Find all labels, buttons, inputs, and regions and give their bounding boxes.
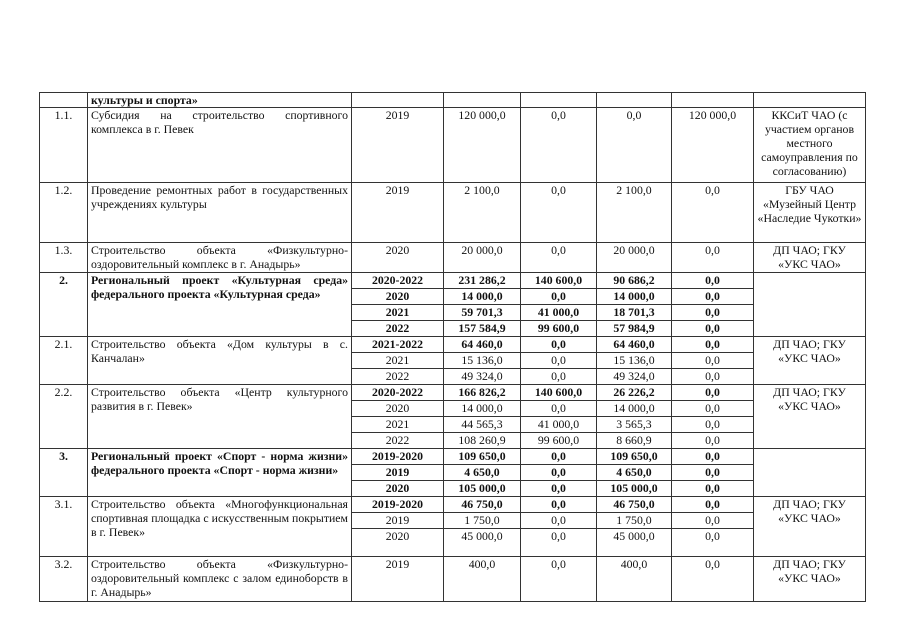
cell-value: 46 750,0 xyxy=(613,497,655,511)
empty-cell xyxy=(754,93,866,108)
cell-value: 64 460,0 xyxy=(613,337,655,351)
col-okr xyxy=(597,497,672,557)
empty-cell xyxy=(444,93,521,108)
cell-value: 0,0 xyxy=(672,512,753,528)
empty-cell xyxy=(352,93,444,108)
col-okr xyxy=(597,385,672,449)
cell-value: 45 000,0 xyxy=(444,528,520,544)
row-number: 2.2. xyxy=(40,385,88,449)
cell-value: 4 650,0 xyxy=(597,464,671,480)
cell-value: 1 750,0 xyxy=(444,512,520,528)
cell-value: 0,0 xyxy=(672,352,753,368)
cell-value: 0,0 xyxy=(672,528,753,544)
col-fed xyxy=(521,385,597,449)
cell-value: 14 000,0 xyxy=(597,288,671,304)
cell-value: 166 826,2 xyxy=(458,385,506,399)
cell-value: 18 701,3 xyxy=(597,304,671,320)
cell-value: 0,0 xyxy=(705,497,720,511)
program-table xyxy=(39,92,866,602)
cell-value: 0,0 xyxy=(705,337,720,351)
col-mb xyxy=(672,385,754,449)
cell-value: 2022 xyxy=(352,432,443,448)
empty-cell xyxy=(597,93,672,108)
cell-value: 57 984,9 xyxy=(597,320,671,336)
cell-value: 15 136,0 xyxy=(597,352,671,368)
col-years xyxy=(352,557,444,602)
cell-value: 0,0 xyxy=(705,557,720,571)
col-total xyxy=(444,557,521,602)
cell-value: 108 260,9 xyxy=(444,432,520,448)
col-mb xyxy=(672,243,754,273)
cell-value: 0,0 xyxy=(672,464,753,480)
cell-value: 44 565,3 xyxy=(444,416,520,432)
cell-value: 41 000,0 xyxy=(521,416,596,432)
cell-value: 2 100,0 xyxy=(464,183,500,197)
cell-value: 2020 xyxy=(352,400,443,416)
cell-value: 2022 xyxy=(352,368,443,384)
col-total xyxy=(444,273,521,337)
col-okr xyxy=(597,183,672,243)
cell-value: 14 000,0 xyxy=(444,400,520,416)
col-years xyxy=(352,108,444,183)
cell-value: 120 000,0 xyxy=(458,108,506,122)
col-mb xyxy=(672,449,754,497)
cell-value: 90 686,2 xyxy=(613,273,655,287)
col-fed xyxy=(521,337,597,385)
empty-cell xyxy=(672,93,754,108)
col-years xyxy=(352,497,444,557)
cell-value: 45 000,0 xyxy=(597,528,671,544)
col-years xyxy=(352,449,444,497)
cell-value: 0,0 xyxy=(551,243,566,257)
cell-value: 59 701,3 xyxy=(444,304,520,320)
cell-value: 0,0 xyxy=(672,304,753,320)
col-okr xyxy=(597,337,672,385)
cell-value: 0,0 xyxy=(521,464,596,480)
row-name: Строительство объекта «Физкультурно-оздоровительный комплекс с залом единоборств в г. Анадырь» xyxy=(88,557,352,602)
cell-value: 2021-2022 xyxy=(371,337,424,351)
row-name: Региональный проект «Культурная среда» федерального проекта «Культурная среда» xyxy=(88,273,352,337)
cell-value: 0,0 xyxy=(521,480,596,496)
cell-value: 0,0 xyxy=(551,183,566,197)
col-total xyxy=(444,337,521,385)
cell-value: 3 565,3 xyxy=(597,416,671,432)
table-row xyxy=(40,93,866,108)
row-name: Строительство объекта «Физкультурно-оздоровительный комплекс в г. Анадырь» xyxy=(88,243,352,273)
cell-value: 2021 xyxy=(352,352,443,368)
col-years xyxy=(352,385,444,449)
cell-value: 140 600,0 xyxy=(534,273,583,287)
responsible: ДП ЧАО; ГКУ «УКС ЧАО» xyxy=(754,497,866,557)
cell-value: 400,0 xyxy=(468,557,496,571)
col-fed xyxy=(521,273,597,337)
cell-value: 0,0 xyxy=(705,183,720,197)
table-row xyxy=(40,243,866,273)
cell-value: 15 136,0 xyxy=(444,352,520,368)
cell-value: 20 000,0 xyxy=(461,243,503,257)
table-row xyxy=(40,337,866,385)
cell-value: 0,0 xyxy=(672,480,753,496)
col-years xyxy=(352,183,444,243)
cell-value: 8 660,9 xyxy=(597,432,671,448)
cell-value: 14 000,0 xyxy=(597,400,671,416)
cell-value: 14 000,0 xyxy=(444,288,520,304)
cell-value: 0,0 xyxy=(521,528,596,544)
col-fed xyxy=(521,557,597,602)
cell-value: 2020-2022 xyxy=(371,385,424,399)
cell-value: 2019 xyxy=(385,557,410,571)
row-name: Строительство объекта «Многофункциональная спортивная площадка с искусственным покрытием в г. Певек» xyxy=(88,497,352,557)
cell-value: 0,0 xyxy=(521,288,596,304)
table-row xyxy=(40,273,866,337)
col-okr xyxy=(597,557,672,602)
col-fed xyxy=(521,183,597,243)
cell-value: 4 650,0 xyxy=(444,464,520,480)
responsible: ДП ЧАО; ГКУ «УКС ЧАО» xyxy=(754,385,866,449)
cell-value: 2019 xyxy=(352,464,443,480)
cell-value: 0,0 xyxy=(551,557,566,571)
table-row xyxy=(40,183,866,243)
row-number: 1.3. xyxy=(40,243,88,273)
cell-value: 0,0 xyxy=(705,449,720,463)
empty-cell xyxy=(521,93,597,108)
cell-value: 0,0 xyxy=(672,320,753,336)
cell-value: 2019-2020 xyxy=(371,449,424,463)
col-years xyxy=(352,243,444,273)
cell-value: 1 750,0 xyxy=(597,512,671,528)
cell-value: 140 600,0 xyxy=(534,385,583,399)
col-years xyxy=(352,273,444,337)
cell-value: 109 650,0 xyxy=(610,449,658,463)
col-years xyxy=(352,337,444,385)
cell-value: 64 460,0 xyxy=(461,337,503,351)
row-name: культуры и спорта» xyxy=(88,93,352,108)
cell-value: 0,0 xyxy=(705,243,720,257)
cell-value: 2019 xyxy=(385,108,410,122)
row-name: Строительство объекта «Дом культуры в с. Канчалан» xyxy=(88,337,352,385)
row-name: Региональный проект «Спорт - норма жизни» федерального проекта «Спорт - норма жизни» xyxy=(88,449,352,497)
cell-value: 49 324,0 xyxy=(444,368,520,384)
col-total xyxy=(444,449,521,497)
col-okr xyxy=(597,273,672,337)
cell-value: 2021 xyxy=(352,416,443,432)
row-name: Строительство объекта «Центр культурного развития в г. Певек» xyxy=(88,385,352,449)
cell-value: 0,0 xyxy=(672,400,753,416)
responsible: ККСиТ ЧАО (с участием органов местного самоуправления по согласованию) xyxy=(754,108,866,183)
cell-value: 0,0 xyxy=(521,368,596,384)
cell-value: 400,0 xyxy=(620,557,648,571)
table-row xyxy=(40,557,866,602)
cell-value: 41 000,0 xyxy=(521,304,596,320)
col-okr xyxy=(597,449,672,497)
col-fed xyxy=(521,449,597,497)
responsible: ДП ЧАО; ГКУ «УКС ЧАО» xyxy=(754,243,866,273)
cell-value: 2021 xyxy=(352,304,443,320)
cell-value: 2020 xyxy=(352,288,443,304)
cell-value: 157 584,9 xyxy=(444,320,520,336)
cell-value: 0,0 xyxy=(521,400,596,416)
row-number: 3. xyxy=(40,449,88,497)
responsible: ГБУ ЧАО «Музейный Центр «Наследие Чукотки» xyxy=(754,183,866,243)
col-mb xyxy=(672,337,754,385)
cell-value: 0,0 xyxy=(551,449,566,463)
cell-value: 2019 xyxy=(352,512,443,528)
cell-value: 0,0 xyxy=(626,108,642,122)
cell-value: 0,0 xyxy=(521,352,596,368)
col-total xyxy=(444,243,521,273)
cell-value: 2020 xyxy=(385,243,410,257)
col-total xyxy=(444,108,521,183)
responsible: ДП ЧАО; ГКУ «УКС ЧАО» xyxy=(754,337,866,385)
row-number: 3.1. xyxy=(40,497,88,557)
row-name: Проведение ремонтных работ в государственных учреждениях культуры xyxy=(88,183,352,243)
cell-value: 49 324,0 xyxy=(597,368,671,384)
col-mb xyxy=(672,497,754,557)
cell-value: 99 600,0 xyxy=(521,432,596,448)
row-number: 1.1. xyxy=(40,108,88,183)
col-fed xyxy=(521,108,597,183)
cell-value: 46 750,0 xyxy=(461,497,503,511)
cell-value: 0,0 xyxy=(521,512,596,528)
cell-value: 2020 xyxy=(352,528,443,544)
row-number: 3.2. xyxy=(40,557,88,602)
cell-value: 0,0 xyxy=(672,432,753,448)
cell-value: 0,0 xyxy=(551,108,566,122)
col-fed xyxy=(521,243,597,273)
responsible xyxy=(754,273,866,337)
col-fed xyxy=(521,497,597,557)
cell-value: 99 600,0 xyxy=(521,320,596,336)
cell-value: 0,0 xyxy=(705,385,720,399)
cell-value: 105 000,0 xyxy=(444,480,520,496)
col-mb xyxy=(672,273,754,337)
row-number: 2.1. xyxy=(40,337,88,385)
cell-value: 2020 xyxy=(352,480,443,496)
cell-value: 105 000,0 xyxy=(597,480,671,496)
cell-value: 2022 xyxy=(352,320,443,336)
row-name: Субсидия на строительство спортивного комплекса в г. Певек xyxy=(88,108,352,183)
col-mb xyxy=(672,108,754,183)
row-number: 2. xyxy=(40,273,88,337)
cell-value: 0,0 xyxy=(705,273,720,287)
cell-value: 0,0 xyxy=(672,368,753,384)
cell-value: 120 000,0 xyxy=(688,108,737,122)
table-row xyxy=(40,385,866,449)
col-mb xyxy=(672,557,754,602)
cell-value: 0,0 xyxy=(672,288,753,304)
cell-value: 0,0 xyxy=(551,497,566,511)
responsible: ДП ЧАО; ГКУ «УКС ЧАО» xyxy=(754,557,866,602)
col-total xyxy=(444,497,521,557)
cell-value: 2019 xyxy=(385,183,410,197)
responsible xyxy=(754,449,866,497)
row-number: 1.2. xyxy=(40,183,88,243)
col-okr xyxy=(597,243,672,273)
col-total xyxy=(444,183,521,243)
col-mb xyxy=(672,183,754,243)
col-total xyxy=(444,385,521,449)
cell-value: 2019-2020 xyxy=(371,497,424,511)
cell-value: 26 226,2 xyxy=(613,385,655,399)
cell-value: 109 650,0 xyxy=(458,449,506,463)
cell-value: 0,0 xyxy=(672,416,753,432)
col-okr xyxy=(597,108,672,183)
cell-value: 2020-2022 xyxy=(371,273,424,287)
table-row xyxy=(40,497,866,557)
cell-value: 2 100,0 xyxy=(616,183,652,197)
table-row xyxy=(40,108,866,183)
cell-value: 0,0 xyxy=(551,337,566,351)
empty-cell xyxy=(40,93,88,108)
cell-value: 20 000,0 xyxy=(613,243,655,257)
cell-value: 231 286,2 xyxy=(458,273,506,287)
table-row xyxy=(40,449,866,497)
